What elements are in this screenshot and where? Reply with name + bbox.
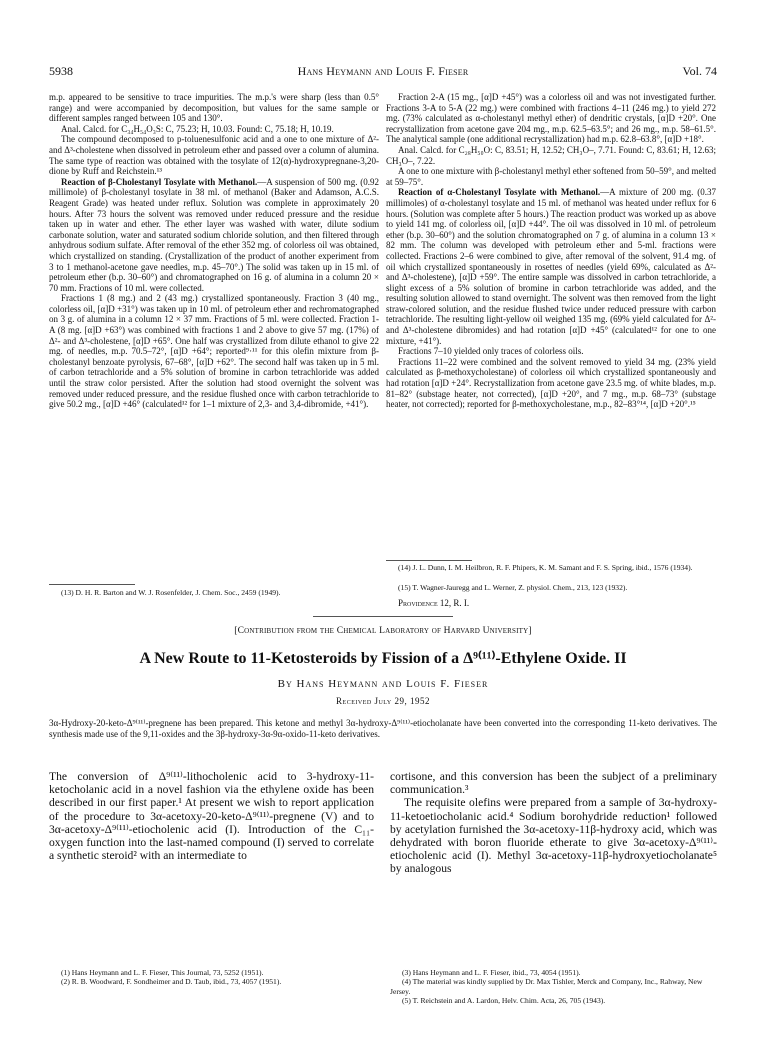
right-footnotes bbox=[390, 968, 717, 1006]
footnote-4: (4) The material was kindly supplied by Dr. Max Tishler, Merck and Company, Inc., Rahway, New Jersey. bbox=[390, 977, 703, 996]
article-body-left: The conversion of Δ⁹⁽¹¹⁾-lithocholenic acid to 3-hydroxy-11-ketocholanic acid in a novel fashion via the ethylene oxide has been described in our first paper.¹ At present we wish to report application of the procedure to 3α-acetoxy-20-keto-Δ⁹⁽¹¹⁾-pregnene (V) and to 3α-acetoxy-Δ⁹⁽¹¹⁾-etiocholenic acid (I). Introduction of the C₁₁-oxygen function into the last-named compound (I) served to correlate a synthetic steroid² with an intermediate to bbox=[49, 770, 374, 863]
place-line: Providence 12, R. I. bbox=[398, 598, 470, 608]
received-date: Received July 29, 1952 bbox=[336, 696, 430, 706]
running-header bbox=[49, 64, 717, 82]
footnote-5: (5) T. Reichstein and A. Lardon, Helv. Chim. Acta, 26, 705 (1943). bbox=[402, 996, 606, 1006]
section-heading: Reaction of α-Cholestanyl Tosylate with Methanol. bbox=[398, 187, 601, 198]
section-body: —A mixture of 200 mg. (0.37 millimoles) of α-cholestanyl tosylate and 15 ml. of methanol was heated under reflux for 6 hours. (Solution was complete after 5 hours.) The reaction product was worked up as above to yield 141 mg. of colorless oil, [α]D +44°. The oil was dissolved in 10 ml. of petroleum ether (b.p. 30–60°) and the solution chromatographed on 7 g. of alumina in a column 13 × 82 mm. The column was developed with petroleum ether and 5-ml. fractions were collected. Fractions 2–6 were combined to give, after removal of the solvent, 91.4 mg. of oil which crystallized spontaneously in rosettes of needles (yield 69%, calculated as Δ²- and Δ³-cholestene), [α]D +59°. The entire sample was dissolved in carbon tetrachloride, a slight excess of a 5% solution of bromine in carbon tetrachloride was added, and the resulting solution allowed to stand overnight. The solvent was then removed from the light straw-colored solution, and the residue flushed twice under reduced pressure with carbon tetrachloride. The resulting light-yellow oil weighed 135 mg. (69% yield calculated for Δ²- and Δ³-cholestene dibromides) and had rotation [α]D +45° (calculated¹² for one to one mixture, +41°). bbox=[386, 187, 716, 346]
footnote-13: (13) D. H. R. Barton and W. J. Rosenfelder, J. Chem. Soc., 2459 (1949). bbox=[61, 588, 281, 597]
paragraph: A one to one mixture with β-cholestanyl methyl ether softened from 50–59°, and melted at 59–75°. bbox=[386, 166, 716, 187]
footnote-15: (15) T. Wagner-Jauregg and L. Werner, Z. physiol. Chem., 213, 123 (1932). bbox=[398, 583, 628, 592]
paragraph: Fractions 1 (8 mg.) and 2 (43 mg.) crystallized spontaneously. Fraction 3 (40 mg., colorless oil, [α]D +31°) was taken up in 10 ml. of petroleum ether and rechromatographed on 3 g. of alumina in a column 12 × 37 mm. Fractions of 5 ml. were collected. Fraction 1-A (8 mg. [α]D +63°) was combined with fractions 1 and 2 above to give 57 mg. (17%) of Δ²- and Δ³-cholestene, [α]D +65°. One half was crystallized from dilute ethanol to give 22 mg. of needles, m.p. 70.5–72°, [α]D +64°; reported⁹·¹¹ for this olefin mixture from β-cholestanyl benzoate pyrolysis, 67–68°, [α]D +62°. The second half was taken up in 5 ml. of carbon tetrachloride and a 5% solution of bromine in carbon tetrachloride was added until the straw color persisted. After the solution had stood overnight the solvent was removed under reduced pressure, and the residue flushed once with carbon tetrachloride to give 50.2 mg., [α]D +46° (calculated¹² for 1–1 mixture of 2,3- and 3,4-dibromide, +41°). bbox=[49, 293, 379, 410]
section-heading: Reaction of β-Cholestanyl Tosylate with Methanol. bbox=[61, 176, 258, 187]
section-body: —A suspension of 500 mg. (0.92 millimole) of β-cholestanyl tosylate in 38 ml. of methanol (Baker and Adamson, A.C.S. Reagent Grade) was heated under reflux. Solution was complete in approximately 20 hours. After 73 hours the solvent was removed under reduced pressure and the residue taken up in water and ether. The ether layer was washed with water, dilute sodium carbonate solution, water and saturated sodium chloride solution, and then filtered through anhydrous sodium sulfate. After removal of the ether 352 mg. of colorless oil was obtained, which crystallized on standing. (Crystallization of the product of another experiment from 3 to 1 methanol-acetone gave needles, m.p. 45–70°.) The solid was taken up in 15 ml. of petroleum ether (b.p. 30–60°) and chromatographed on 16 g. of alumina in a column 20 × 70 mm. Fractions of 10 ml. were collected. bbox=[49, 176, 379, 293]
footnote-1: (1) Hans Heymann and L. F. Fieser, This Journal, 73, 5252 (1951). bbox=[61, 968, 264, 977]
analysis-paragraph: Anal. Calcd. for C₃₄H₅₄O₃S: C, 75.23; H, 10.03. Found: C, 75.18; H, 10.19. bbox=[61, 123, 334, 134]
footnote-2: (2) R. B. Woodward, F. Sondheimer and D. Taub, ibid., 73, 4057 (1951). bbox=[61, 977, 282, 987]
section-paragraph bbox=[49, 177, 379, 294]
right-column-continuation bbox=[386, 92, 716, 410]
running-title: Hans Heymann and Louis F. Fieser bbox=[297, 64, 469, 78]
paragraph: Fraction 2-A (15 mg., [α]D +45°) was a colorless oil and was not investigated further. Fractions 3-A to 5-A (22 mg.) were combined with fractions 4–11 (246 mg.) to yield 272 mg. (73% calculated as α-cholestanyl methyl ether) of dendritic crystals, [α]D +20°. One recrystallization from acetone gave 204 mg., m.p. 62.5–63.5°; and 26 mg., m.p. 58–61.5°. The analytical sample (one additional recrystallization) had m.p. 62.8–63.8°, [α]D +18°. bbox=[386, 92, 716, 145]
footnote-divider bbox=[49, 584, 135, 585]
footnote-3: (3) Hans Heymann and L. F. Fieser, ibid., 73, 4054 (1951). bbox=[402, 968, 581, 977]
article-authors: By Hans Heymann and Louis F. Fieser bbox=[277, 678, 489, 690]
paragraph: Fractions 11–22 were combined and the solvent removed to yield 34 mg. (23% yield calculated as β-methoxycholestane) of colorless oil which crystallized spontaneously and had rotation [α]D +24°. Recrystallization from acetone gave 23.5 mg. of white blades, m.p. 81–82° (substage heater, not corrected), [α]D +20°, and 7 mg., m.p. 68–73° (substage heater, not corrected); reported for β-methoxycholestane, m.p., 82–83°¹⁴, [α]D +20°.¹⁵ bbox=[386, 356, 716, 410]
paragraph: Fractions 7–10 yielded only traces of colorless oils. bbox=[398, 346, 584, 357]
volume-label: Vol. 74 bbox=[682, 64, 717, 78]
footnote-divider bbox=[386, 560, 472, 561]
section-paragraph bbox=[386, 187, 716, 346]
left-column-continuation bbox=[49, 92, 379, 410]
article-title: A New Route to 11-Ketosteroids by Fission of a Δ⁹⁽¹¹⁾-Ethylene Oxide. II bbox=[139, 650, 627, 667]
article-divider bbox=[313, 616, 453, 617]
abstract: 3α-Hydroxy-20-keto-Δ⁹⁽¹¹⁾-pregnene has been prepared. This ketone and methyl 3α-hydroxy-Δ⁹⁽¹¹⁾-etiocholanate have been converted into the corresponding 11-keto derivatives. The synthesis made use of the 9,11-oxides and the 3β-hydroxy-3α-9α-oxido-11-keto derivatives. bbox=[49, 718, 717, 739]
contribution-line: [Contribution from the Chemical Laboratory of Harvard University] bbox=[234, 626, 532, 636]
footnote-14: (14) J. L. Dunn, I. M. Heilbron, R. F. Phipers, K. M. Samant and F. S. Spring, ibid., 1576 (1934). bbox=[398, 563, 693, 572]
paragraph: The compound decomposed to p-toluenesulfonic acid and a one to one mixture of Δ²- and Δ³-cholestene when dissolved in petroleum ether and passed over a column of alumina. The same type of reaction was obtained with the tosylate of 12(α)-hydroxypregnane-3,20-dione by Ruff and Reichstein.¹³ bbox=[49, 134, 379, 177]
paragraph: The requisite olefins were prepared from a sample of 3α-hydroxy-11-ketoetiocholanic acid.⁴ Sodium borohydride reduction¹ followed by acetylation furnished the 3α-acetoxy-11β-hydroxy acid, which was dehydrated with boron fluoride etherate to give 3α-acetoxy-Δ⁹⁽¹¹⁾-etiocholenic acid (I). Methyl 3α-acetoxy-11β-hydroxyetiocholanate⁵ by analogous bbox=[390, 796, 717, 876]
analysis-paragraph: Anal. Calcd. for C₂₈H₅₀O: C, 83.51; H, 12.52; CH₃O–, 7.71. Found: C, 83.61; H, 12.63; CH₃O–, 7.22. bbox=[386, 144, 716, 166]
left-footnotes bbox=[49, 968, 374, 987]
paragraph: cortisone, and this conversion has been the subject of a preliminary communication.³ bbox=[390, 770, 717, 797]
article-body-right bbox=[390, 770, 717, 876]
page-number: 5938 bbox=[49, 64, 73, 78]
paragraph: m.p. appeared to be sensitive to trace impurities. The m.p.'s were sharp (less than 0.5° range) and were accompanied by decomposition, but values for the same sample or different samples ranged between 105 and 130°. bbox=[49, 92, 379, 124]
